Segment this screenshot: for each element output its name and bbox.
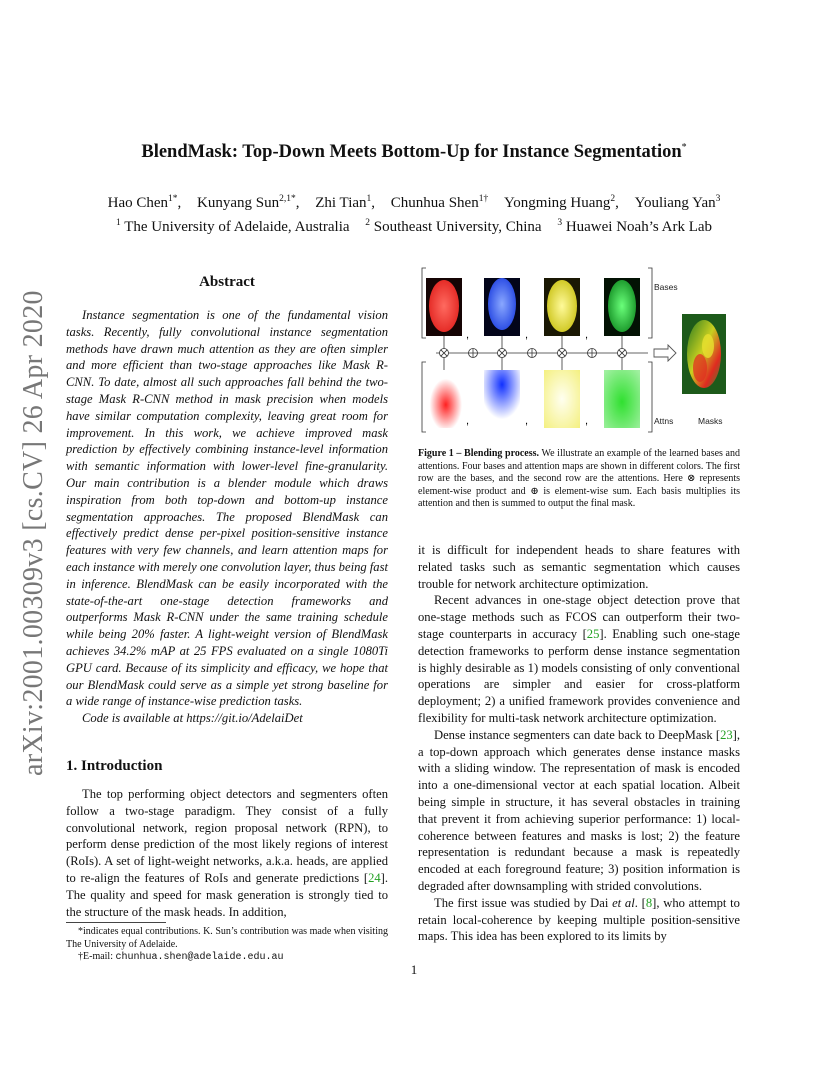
figure-comma: , [585, 329, 589, 341]
footnote-email: †E-mail: chunhua.shen@adelaide.edu.au [78, 951, 284, 964]
caption-label: Figure 1 – Blending process. [418, 448, 540, 459]
element-wise-sum-icon [588, 349, 597, 358]
bracket-left-attns [422, 362, 426, 432]
figure-comma: , [525, 415, 529, 427]
title-text: BlendMask: Top-Down Meets Bottom-Up for Instance Segmentation [141, 142, 682, 163]
footnote-equal-contribution: *indicates equal contributions. K. Sun’s contribution was made when visiting The University of Adelaide. [66, 926, 388, 950]
author: Zhi Tian$^1$, [315, 194, 376, 211]
paper-title [0, 142, 828, 163]
bracket-left-bases [422, 268, 426, 338]
author: Yongming Huang$^2$, [503, 194, 619, 211]
affiliation-list [0, 218, 828, 236]
abstract-code-link[interactable]: Code is available at https://git.io/AdelaiDet [82, 711, 303, 726]
section-heading-introduction: 1. Introduction [66, 758, 163, 774]
author: Kunyang Sun$^{2,1*}$, [197, 194, 300, 211]
arrow-right-icon [654, 345, 676, 361]
author: Youliang Yan$^3$ [634, 194, 721, 211]
figure-comma: , [466, 415, 470, 427]
body-paragraph: Dense instance segmenters can date back to DeepMask [23], a top-down approach which generates dense instance masks with a sliding window. The representation of mask is encoded into a one-dimensional vector at each spatial location. Albeit being simple in structure, it has several obstacles in training that prevent it from achieving superior performance: 1) local-coherence between features and masks is lost; 2) the feature representation is redundant because a mask is repeatedly encoded at each foreground feature; 3) position information is degraded after downsampling with strided convolutions. [418, 727, 740, 893]
element-wise-product-icon [558, 349, 567, 358]
body-paragraph: The first issue was studied by Dai et al. [8], who attempt to retain local-coherence by keeping multiple position-sensitive maps. This idea has been explored to its limits by [418, 895, 740, 944]
bracket-right-attns [648, 362, 652, 432]
figure-comma: , [466, 329, 470, 341]
figure-caption [418, 448, 740, 511]
citation-link[interactable]: 23 [720, 727, 733, 742]
figure-label-masks: Masks [698, 416, 723, 426]
attention-map-red [426, 370, 462, 428]
right-column-body [418, 542, 740, 945]
citation-link[interactable]: 25 [586, 626, 600, 641]
introduction-body [66, 786, 388, 920]
attention-map-yellow [544, 370, 580, 428]
footnotes [66, 926, 388, 965]
figure-blending-process [418, 266, 740, 436]
output-mask [682, 314, 726, 394]
bracket-right-bases [648, 268, 652, 338]
figure-comma: , [585, 415, 589, 427]
figure-label-attns: Attns [654, 416, 674, 426]
intro-paragraph: The top performing object detectors and segmenters often follow a two-stage paradigm. They consist of a fully convolutional network, region proposal network (RPN), to perform dense prediction of the most likely regions of interest (RoIs). A set of light-weight networks, a.k.a. heads, are applied to re-align the features of RoIs and generate predictions [24]. The quality and speed for mask generation is strongly tied to the structure of the mask heads. In addition, [66, 787, 388, 919]
base-map-green [604, 278, 640, 336]
affiliation: $^1$ The University of Adelaide, Australia [115, 218, 350, 235]
title-footnote-mark: * [681, 142, 687, 153]
attention-map-green [604, 370, 640, 428]
footnote-rule [66, 922, 166, 923]
author-list [0, 194, 828, 212]
citation-link[interactable]: 8 [645, 895, 653, 910]
email-link[interactable]: chunhua.shen@adelaide.edu.au [115, 952, 284, 964]
element-wise-product-icon [618, 349, 627, 358]
affiliation: $^2$ Southeast University, China [365, 218, 542, 235]
element-wise-product-icon [498, 349, 507, 358]
attention-map-blue [484, 370, 520, 428]
body-paragraph: Recent advances in one-stage object detection prove that one-stage methods such as FCOS can outperform their two-stage counterparts in accuracy [25]. Enabling such one-stage detection frameworks to perform dense instance segmentation is highly desirable as 1) models consisting of only conventional operations are simpler and easier for cross-platform deployment; 2) a unified framework provides convenience and flexibility for multi-task network architecture optimization. [418, 593, 740, 725]
citation-link[interactable]: 24 [368, 870, 381, 885]
affiliation: $^3$ Huawei Noah’s Ark Lab [557, 218, 713, 235]
abstract-paragraph: Instance segmentation is one of the fundamental vision tasks. Recently, fully convolutional instance segmentation methods have drawn much attention as they are often simpler and more efficient than two-stage approaches like Mask R-CNN. To date, almost all such approaches fall behind the two-stage Mask R-CNN method in mask precision when models have similar computation complexity, leaving great room for improvement. In this work, we achieve improved mask prediction by effectively combining instance-level information with semantic information with lower-level fine-granularity. Our main contribution is a blender module which draws inspiration from both top-down and bottom-up instance segmentation approaches. The proposed BlendMask can effectively predict dense per-pixel position-sensitive instance features with very few channels, and learn attention maps for each instance with merely one convolution layer, thus being fast in inference. BlendMask can be easily incorporated with the state-of-the-art one-stage detection frameworks and outperforms Mask R-CNN under the same training schedule while being 20% faster. A light-weight version of BlendMask achieves 34.2% mAP at 25 FPS evaluated on a single 1080Ti GPU card. Because of its simplicity and efficacy, we hope that our BlendMask could serve as a simple yet strong baseline for a wide range of instance-wise prediction tasks. [66, 308, 389, 709]
base-map-blue [484, 278, 520, 336]
element-wise-sum-icon [469, 349, 478, 358]
element-wise-product-icon [440, 349, 449, 358]
author: Hao Chen$^{1*}$, [107, 194, 182, 211]
blending-diagram [418, 266, 740, 436]
element-wise-sum-icon [528, 349, 537, 358]
base-map-yellow [544, 278, 580, 336]
arxiv-identifier: arXiv:2001.00309v3 [cs.CV] 26 Apr 2020 [18, 290, 49, 776]
body-paragraph: it is difficult for independent heads to share features with related tasks such as semantic segmentation which causes trouble for network architecture optimization. [418, 543, 740, 591]
abstract-heading: Abstract [199, 274, 255, 290]
author: Chunhua Shen$^{1\dagger}$ [390, 194, 489, 211]
abstract-body [66, 307, 388, 727]
figure-label-bases: Bases [654, 282, 678, 292]
page-number: 1 [410, 962, 418, 977]
base-map-red [426, 278, 462, 336]
caption-text: We illustrate an example of the learned bases and attentions. Four bases and attention maps are shown in different colors. The first row are the bases, and the second row are the attentions. Here ⊗ represents element-wise product and ⊕ is element-wise sum. Each basis multiplies its attention and then is summed to output the final mask. [418, 448, 740, 509]
figure-comma: , [525, 329, 529, 341]
